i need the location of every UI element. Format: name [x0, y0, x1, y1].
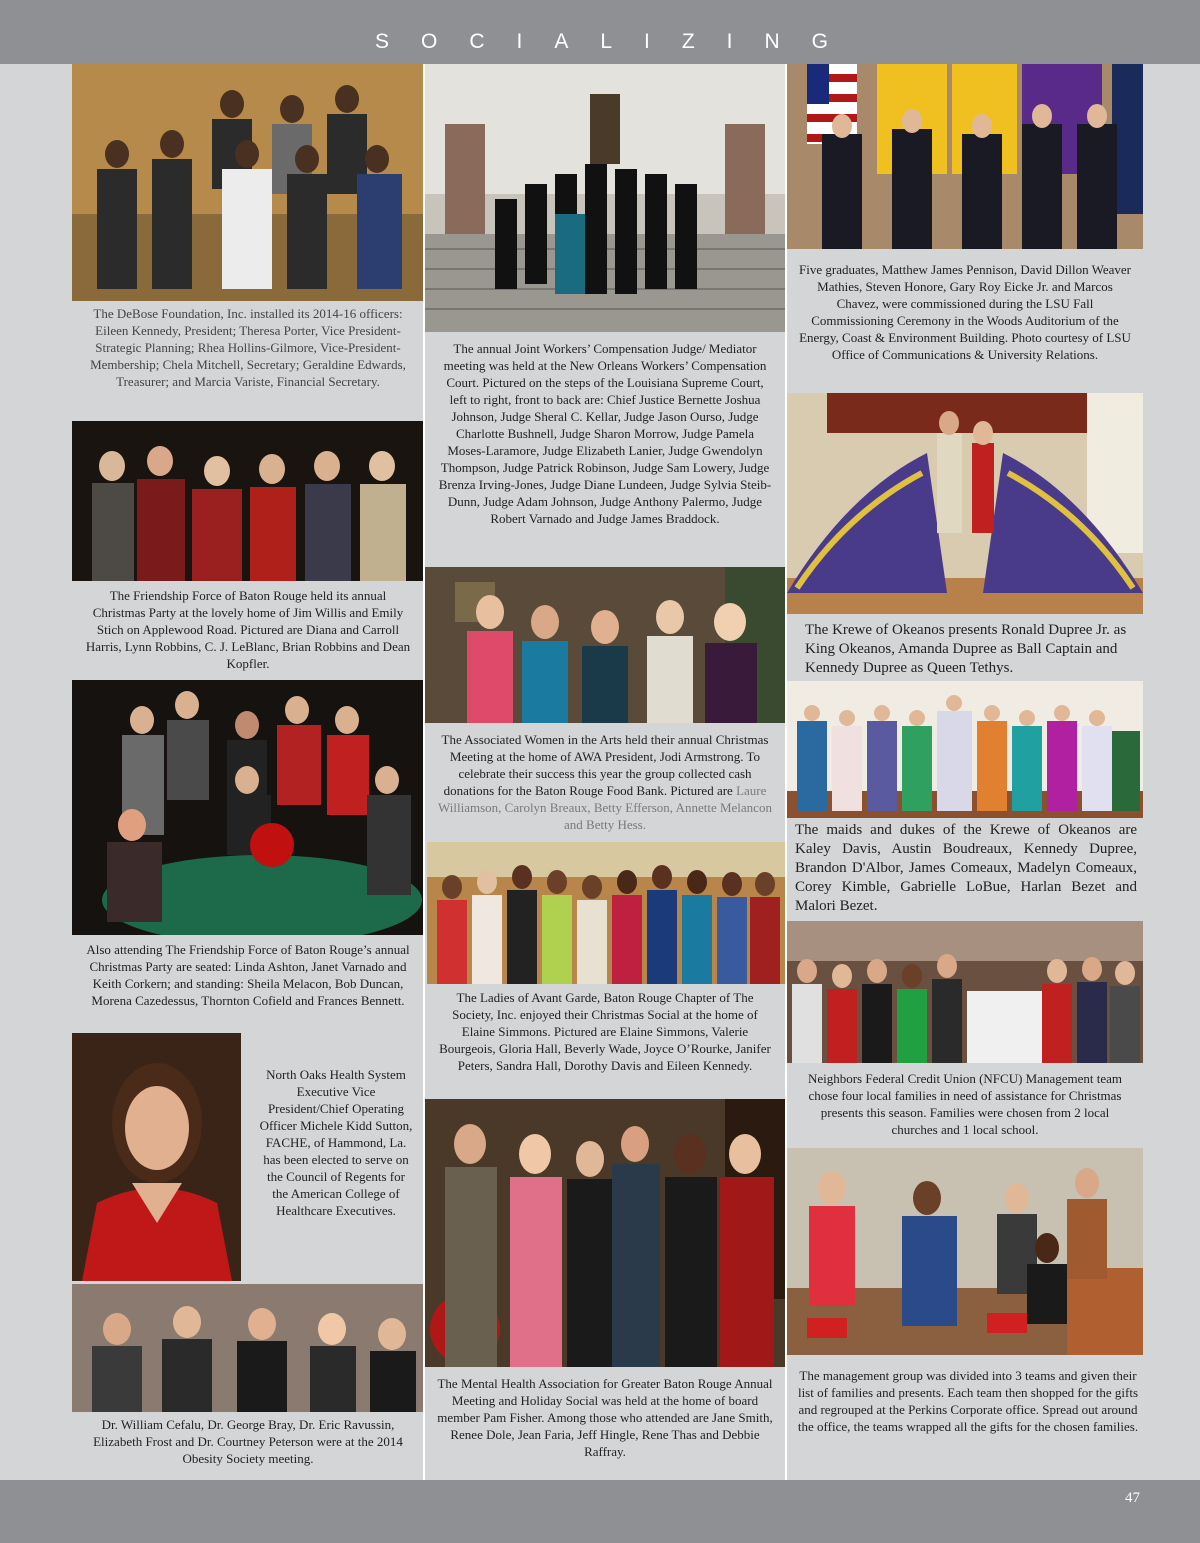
debose-foundation-photo — [72, 64, 423, 301]
page-number: 47 — [1125, 1490, 1140, 1506]
awa-caption — [437, 731, 773, 833]
nfcu-caption-1: Neighbors Federal Credit Union (NFCU) Management team chose four local families in need of assistance for Christmas presents this season. Families were chosen from 2 local churches and 1 local school. — [807, 1071, 1123, 1137]
okeanos-maids-caption: The maids and dukes of the Krewe of Okeanos are Kaley Davis, Austin Boudreaux, Kennedy Dupree, Brandon D'Albor, James Comeaux, Madelyn Comeaux, Corey Kimble, Gabrielle LoBue, Harlan Bezet and Malori Bezet. — [795, 822, 1137, 914]
north-oaks-portrait-photo — [72, 1033, 241, 1281]
krewe-okeanos-royalty-photo — [787, 393, 1143, 614]
friendship-force-caption-1: The Friendship Force of Baton Rouge held its annual Christmas Party at the lovely home of Jim Willis and Emily Stich on Applewood Road. Pictured are Diana and Carroll Harris, Lynn Robbins, C. J. LeBlanc, Brian Robbins and Dean Kopfler. — [85, 588, 411, 671]
friendship-force-caption-2: Also attending The Friendship Force of Baton Rouge’s annual Christmas Party are seated: Linda Ashton, Janet Varnado and Keith Corkern; and standing: Sheila Melacon, Bob Duncan, Morena Cazedessus, Thornton Cofield and Frances Bennett. — [86, 942, 410, 1008]
awa-caption-text: The Associated Women in the Arts held their annual Christmas Meeting at the home of AWA President, Jodi Armstrong. To celebrate their success this year the group collected cash donations for the Baton Rouge Food Bank. Pictured are — [441, 732, 769, 798]
nfcu-caption-2: The management group was divided into 3 teams and given their list of families and presents. Each team then shopped for the gifts and regrouped at the Perkins Corporate office. Spread out around the office, the teams wrapped all the gifts for the chosen families. — [797, 1368, 1139, 1434]
section-title: SOCIALIZING — [374, 30, 861, 53]
okeanos-royalty-caption: The Krewe of Okeanos presents Ronald Dupree Jr. as King Okeanos, Amanda Dupree as Ball Captain and Kennedy Dupree as Queen Tethys. — [805, 622, 1127, 676]
nfcu-management-team-photo — [787, 921, 1143, 1063]
nfcu-gift-wrapping-photo — [787, 1148, 1143, 1355]
lsu-commissioning-photo — [787, 64, 1143, 249]
ladies-avant-garde-photo — [427, 842, 785, 984]
workers-comp-judges-photo — [425, 64, 785, 332]
mental-health-caption: The Mental Health Association for Greater Baton Rouge Annual Meeting and Holiday Social was held at the home of board member Pam Fisher. Among those who attended are Jane Smith, Renee Dole, Jean Faria, Jeff Hingle, Rene Thas and Debbie Raffray. — [437, 1376, 773, 1459]
friendship-force-photo-2 — [72, 680, 423, 935]
obesity-society-caption: Dr. William Cefalu, Dr. George Bray, Dr. Eric Ravussin, Elizabeth Frost and Dr. Courtney Peterson were at the 2014 Obesity Society meeting. — [93, 1417, 403, 1466]
friendship-force-photo-1 — [72, 421, 423, 581]
north-oaks-caption: North Oaks Health System Executive Vice President/Chief Operating Officer Michele Kidd Sutton, FACHE, of Hammond, La. has been elected to serve on the Council of Regents for the American College of Healthcare Executives. — [259, 1067, 413, 1218]
awa-caption-names: Laure Williamson, Carolyn Breaux, Betty Efferson, Annette Melancon and Betty Hess. — [438, 783, 772, 832]
avant-garde-caption: The Ladies of Avant Garde, Baton Rouge Chapter of The Society, Inc. enjoyed their Christmas Social at the home of Elaine Simmons. Pictured are Elaine Simmons, Valerie Bourgeois, Gloria Hall, Beverly Wade, Joyce O’Rourke, Janifer Peters, Sandra Hall, Dorothy Davis and Eileen Kennedy. — [439, 990, 771, 1073]
workers-comp-caption: The annual Joint Workers’ Compensation Judge/ Mediator meeting was held at the New Orleans Workers’ Compensation Court. Pictured on the steps of the Louisiana Supreme Court, left to right, front to back are: Chief Justice Bernette Joshua Johnson, Judge Sheral C. Kellar, Judge Jason Ourso, Judge Charlotte Bushnell, Judge Sharon Morrow, Judge Pamela Moses-Laramore, Judge Elizabeth Lanier, Judge Gwendolyn Thompson, Judge Patrick Robinson, Judge Sam Lowery, Judge Brenza Irving-Jones, Judge Diane Lundeen, Judge Sylvia Steib-Dunn, Judge Adam Johnson, Judge Anthony Palermo, Judge Robert Varnado and Judge James Braddock. — [438, 341, 772, 526]
lsu-caption: Five graduates, Matthew James Pennison, David Dillon Weaver Mathies, Steven Honore, Gary Roy Eicke Jr. and Marcos Chavez, were commissioned during the LSU Fall Commissioning Ceremony in the Woods Auditorium of the Energy, Coast & Environment Building. Photo courtesy of LSU Office of Communications & University Relations. — [799, 262, 1131, 362]
debose-caption: The DeBose Foundation, Inc. installed its 2014-16 officers: Eileen Kennedy, President; Theresa Porter, Vice President-Strategic Planning; Rhea Hollins-Gilmore, Vice-President-Membership; Chela Mitchell, Secretary; Geraldine Edwards, Treasurer; and Marcia Variste, Financial Secretary. — [90, 306, 406, 389]
obesity-society-photo — [72, 1284, 423, 1412]
mental-health-association-photo — [425, 1099, 785, 1367]
krewe-okeanos-maids-photo — [787, 681, 1143, 818]
footer-bar — [0, 1480, 1200, 1543]
associated-women-arts-photo — [425, 567, 785, 723]
